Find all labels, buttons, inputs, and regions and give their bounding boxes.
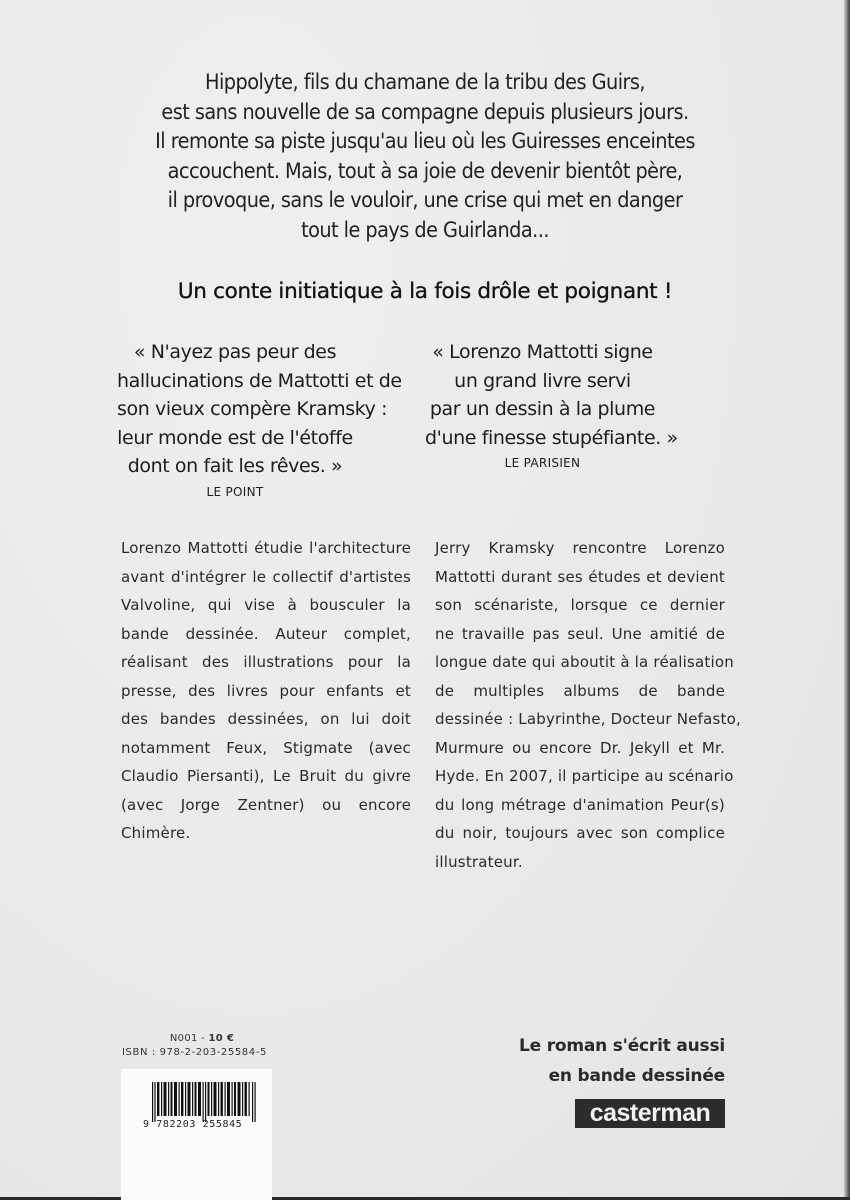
bio-line: (avec Jorge Zentner) ou encore <box>121 795 411 814</box>
promo-line: en bande dessinée <box>548 1066 725 1086</box>
bio-line: du noir, toujours avec son complice <box>435 824 725 842</box>
synopsis-line: Il remonte sa piste jusqu'au lieu où les Guiresses enceintes <box>155 129 695 153</box>
quote-line: « N'ayez pas peur des <box>133 341 337 363</box>
quote-line: leur monde est de l'étoffe <box>117 426 353 449</box>
promo-line: Le roman s'écrit aussi <box>519 1036 725 1056</box>
barcode-panel <box>121 1069 272 1200</box>
bio-line: Claudio Piersanti), Le Bruit du givre <box>121 767 411 785</box>
quote-line: hallucinations de Mattotti et de <box>117 369 402 392</box>
isbn: ISBN : 978-2-203-25584-5 <box>122 1047 267 1058</box>
quote-source: LE POINT <box>206 484 264 499</box>
price-line <box>122 1032 282 1046</box>
quote-line: d'une finesse stupéfiante. » <box>425 426 678 449</box>
bio-kramsky <box>435 534 741 876</box>
bio-line: des bandes dessinées, on lui doit <box>121 710 411 728</box>
quote-line: « Lorenzo Mattotti signe <box>432 341 653 363</box>
quote-line: son vieux compère Kramsky : <box>117 398 388 420</box>
quote-line: par un dessin à la plume <box>429 398 656 420</box>
bio-line: avant d'intégrer le collectif d'artistes <box>121 567 411 586</box>
publisher-logo: casterman <box>575 1099 725 1128</box>
barcode-icon <box>152 1082 257 1122</box>
synopsis-line: tout le pays de Guirlanda... <box>301 217 549 242</box>
press-quote-le-parisien <box>425 338 678 472</box>
bio-mattotti <box>121 534 411 848</box>
page-edge-shadow <box>844 0 850 1200</box>
promo-text <box>519 1031 725 1091</box>
bio-line: ne travaille pas seul. Une amitié de <box>435 624 725 643</box>
barcode-digits: 9 782203 255845 <box>143 1119 243 1130</box>
bio-line: dessinée : Labyrinthe, Docteur Nefasto, <box>435 710 741 728</box>
bio-line: bande dessinée. Auteur complet, <box>121 624 411 643</box>
bio-line: Murmure ou encore Dr. Jekyll et Mr. <box>435 738 725 757</box>
bio-line: Chimère. <box>121 824 191 842</box>
bio-line: notamment Feux, Stigmate (avec <box>121 738 411 757</box>
bio-line: Hyde. En 2007, il participe au scénario <box>435 767 734 785</box>
bio-line: réalisant des illustrations pour la <box>121 653 411 671</box>
bio-line: son scénariste, lorsque ce dernier <box>435 596 725 614</box>
product-meta <box>122 1032 282 1060</box>
press-quote-le-point <box>117 338 402 501</box>
price: 10 € <box>208 1033 235 1044</box>
synopsis-line: Hippolyte, fils du chamane de la tribu des Guirs, <box>204 70 646 94</box>
bio-line: Jerry Kramsky rencontre Lorenzo <box>435 539 725 557</box>
synopsis-line: accouchent. Mais, tout à sa joie de devenir bientôt père, <box>167 158 683 183</box>
bio-line: illustrateur. <box>435 852 523 871</box>
quote-line: un grand livre servi <box>454 369 631 392</box>
bio-line: Lorenzo Mattotti étudie l'architecture <box>121 539 411 557</box>
bio-line: longue date qui aboutit à la réalisation <box>435 653 734 671</box>
bio-line: de multiples albums de bande <box>435 681 725 700</box>
bio-line: du long métrage d'animation Peur(s) <box>435 795 725 814</box>
bio-line: presse, des livres pour enfants et <box>121 681 411 700</box>
tagline: Un conte initiatique à la fois drôle et poignant ! <box>177 279 673 304</box>
quote-line: dont on fait les rêves. » <box>127 455 343 477</box>
bio-line: Mattotti durant ses études et devient <box>435 567 725 586</box>
synopsis-line: il provoque, sans le vouloir, une crise qui met en danger <box>167 188 683 212</box>
synopsis-line: est sans nouvelle de sa compagne depuis plusieurs jours. <box>161 99 689 124</box>
synopsis <box>34 68 816 245</box>
quote-source: LE PARISIEN <box>504 456 581 470</box>
bio-line: Valvoline, qui vise à bousculer la <box>121 596 411 614</box>
product-code: N001 - <box>169 1033 209 1044</box>
